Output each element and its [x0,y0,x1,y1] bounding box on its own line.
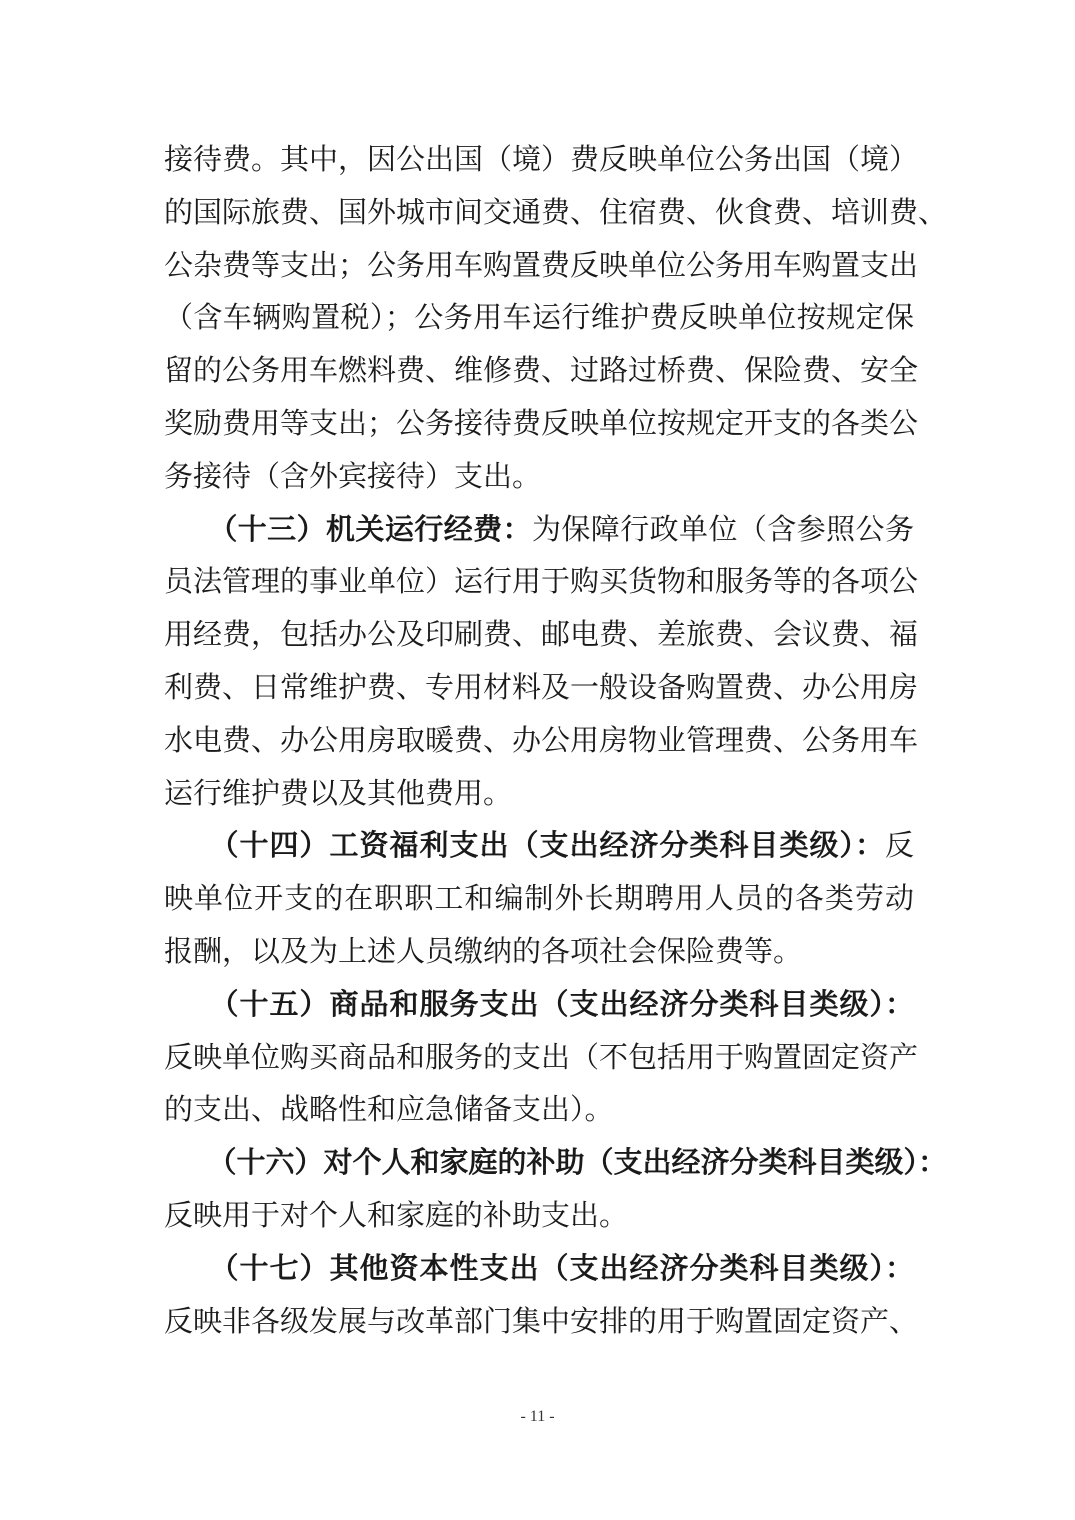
text-line [164,133,919,186]
text-line [164,239,919,292]
line-text: 运行维护费以及其他费用。 [164,775,513,810]
line-text: 公杂费等支出；公务用车购置费反映单位公务用车购置支出 [164,247,919,282]
text-line [164,186,948,239]
page-number: - 11 - [520,1408,555,1425]
line-text: 奖励费用等支出；公务接待费反映单位按规定开支的各类公 [164,405,919,440]
paragraph-lines [164,133,948,1347]
text-line [164,1295,919,1348]
line-text: 为保障行政单位（含参照公务 [531,511,914,546]
text-line [164,344,919,397]
line-text: 反 [884,828,914,863]
line-text: 反映用于对个人和家庭的补助支出。 [164,1197,629,1232]
line-text: 务接待（含外宾接待）支出。 [164,458,542,493]
line-text: 反映非各级发展与改革部门集中安排的用于购置固定资产、 [164,1303,919,1338]
section-heading: （十五）商品和服务支出（支出经济分类科目类级）： [164,986,914,1021]
line-text: 接待费。其中，因公出国（境）费反映单位公务出国（境） [164,142,919,176]
text-line [164,503,914,556]
line-text: 水电费、办公用房取暖费、办公用房物业管理费、公务用车 [164,722,919,757]
text-line [164,1189,914,1242]
line-text: 员法管理的事业单位）运行用于购买货物和服务等的各项公 [164,564,919,599]
text-line [164,608,919,661]
line-text: 映单位开支的在职职工和编制外长期聘用人员的各类劳动 [164,881,914,916]
line-text: 用经费，包括办公及印刷费、邮电费、差旅费、会议费、福 [164,617,919,652]
line-text: 利费、日常维护费、专用材料及一般设备购置费、办公用房 [164,669,919,704]
line-text: 留的公务用车燃料费、维修费、过路过桥费、保险费、安全 [164,353,919,388]
line-text: 的支出、战略性和应急储备支出）。 [164,1092,614,1127]
section-heading: （十四）工资福利支出（支出经济分类科目类级）： [164,828,885,863]
text-line [164,555,919,608]
text-line [164,291,914,344]
line-text: 报酬，以及为上述人员缴纳的各项社会保险费等。 [164,933,803,968]
document-body [164,133,948,1347]
text-line [164,450,914,503]
section-heading: （十三）机关运行经费： [164,511,532,546]
text-line [164,819,914,872]
text-line [164,661,919,714]
text-line [164,1136,948,1189]
text-line [164,714,919,767]
text-line [164,1242,914,1295]
line-text: （含车辆购置税）；公务用车运行维护费反映单位按规定保 [164,300,914,335]
section-heading: （十六）对个人和家庭的补助（支出经济分类科目类级）： [164,1145,948,1180]
text-line [164,872,914,925]
text-line [164,925,914,978]
text-line [164,1031,919,1084]
line-text: 反映单位购买商品和服务的支出（不包括用于购置固定资产 [164,1039,919,1074]
text-line [164,767,914,820]
text-line [164,978,914,1031]
line-text: 的国际旅费、国外城市间交通费、住宿费、伙食费、培训费、 [164,194,948,229]
text-line [164,397,919,450]
section-heading: （十七）其他资本性支出（支出经济分类科目类级）： [164,1250,914,1285]
text-line [164,1083,914,1136]
